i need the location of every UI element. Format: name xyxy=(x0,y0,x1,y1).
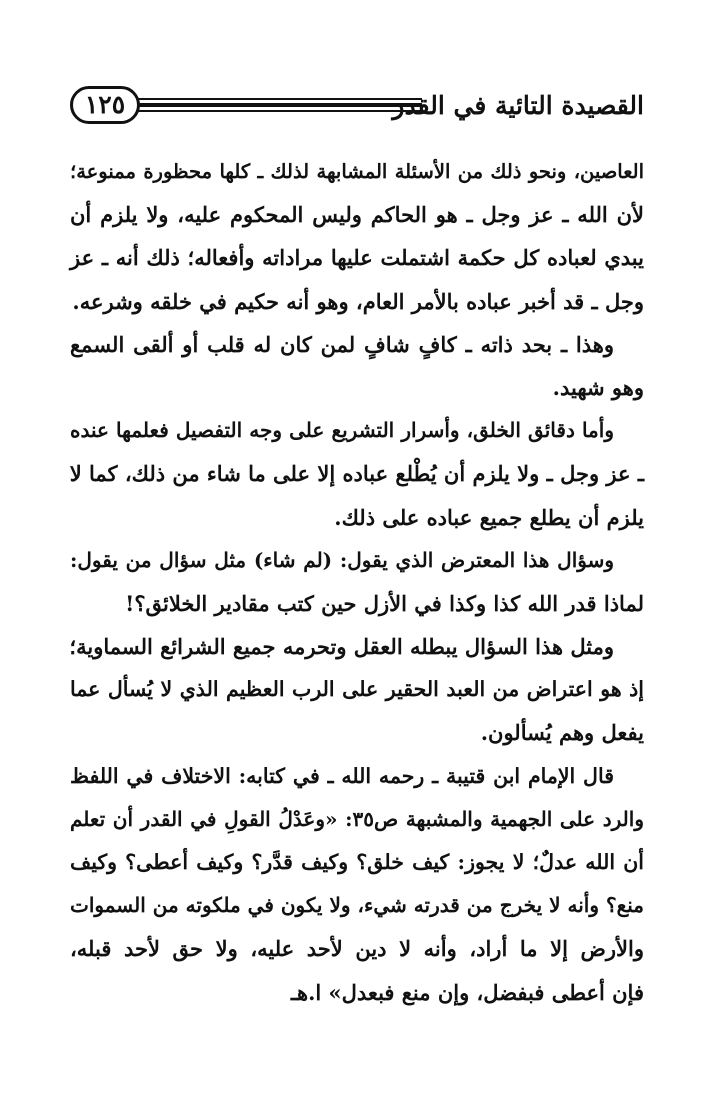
text-line: وجل ـ قد أخبر عباده بالأمر العام، وهو أنه حكيم في خلقه وشرعه. xyxy=(72,288,644,314)
text-line: لماذا قدر الله كذا وكذا في الأزل حين كتب مقادير الخلائق؟! xyxy=(125,590,644,616)
text-line: لأن الله ـ عز وجل ـ هو الحاكم وليس المحكوم عليه، ولا يلزم أن xyxy=(70,202,644,228)
text-line: منع؟ وأنه لا يخرج من قدرته شيء، ولا يكون في ملكوته من السموات xyxy=(70,893,644,918)
body-text xyxy=(70,150,644,1014)
page-number: ١٢٥ xyxy=(70,86,140,124)
text-line: يلزم أن يطلع جميع عباده على ذلك. xyxy=(334,504,644,530)
text-line: وسؤال هذا المعترض الذي يقول: (لم شاء) مثل سؤال من يقول: xyxy=(70,547,614,572)
text-line: ومثل هذا السؤال يبطله العقل وتحرمه جميع الشرائع السماوية؛ xyxy=(69,634,614,660)
text-line: ـ عز وجل ـ ولا يلزم أن يُطْلع عباده إلا على ما شاء من ذلك، كما لا xyxy=(69,461,644,487)
text-line: وأما دقائق الخلق، وأسرار التشريع على وجه التفصيل فعلمها عنده xyxy=(70,418,614,443)
text-line: إذ هو اعتراض من العبد الحقير على الرب العظيم الذي لا يُسأل عما xyxy=(70,677,644,702)
header-title: القصيدة التائية في القدر xyxy=(392,91,644,120)
header-rule xyxy=(136,98,422,112)
running-header xyxy=(70,84,644,128)
text-line: فإن أعطى فبفضل، وإن منع فبعدل» ا.هـ xyxy=(290,979,644,1005)
text-line: يبدي لعباده كل حكمة اشتملت عليها مراداته وأفعاله؛ ذلك أنه ـ عز xyxy=(70,245,644,271)
text-line: وهو شهيد. xyxy=(552,374,644,400)
text-line: والأرض إلا ما أراد، وأنه لا دين لأحد عليه، ولا حق لأحد قبله، xyxy=(70,936,644,962)
text-line: أن الله عدلٌ؛ لا يجوز: كيف خلق؟ وكيف قدَّر؟ وكيف أعطى؟ وكيف xyxy=(70,850,644,874)
text-line: العاصين، ونحو ذلك من الأسئلة المشابهة لذلك ـ كلها محظورة ممنوعة؛ xyxy=(70,160,644,183)
text-line: وهذا ـ بحد ذاته ـ كافٍ شافٍ لمن كان له قلب أو ألقى السمع xyxy=(70,331,614,357)
text-line: يفعل وهم يُسألون. xyxy=(480,720,644,746)
text-line: قال الإمام ابن قتيبة ـ رحمه الله ـ في كتابه: الاختلاف في اللفظ xyxy=(70,763,614,788)
text-line: والرد على الجهمية والمشبهة ص٣٥: «وعَدْلُ القولِ في القدر أن تعلم xyxy=(70,806,644,831)
